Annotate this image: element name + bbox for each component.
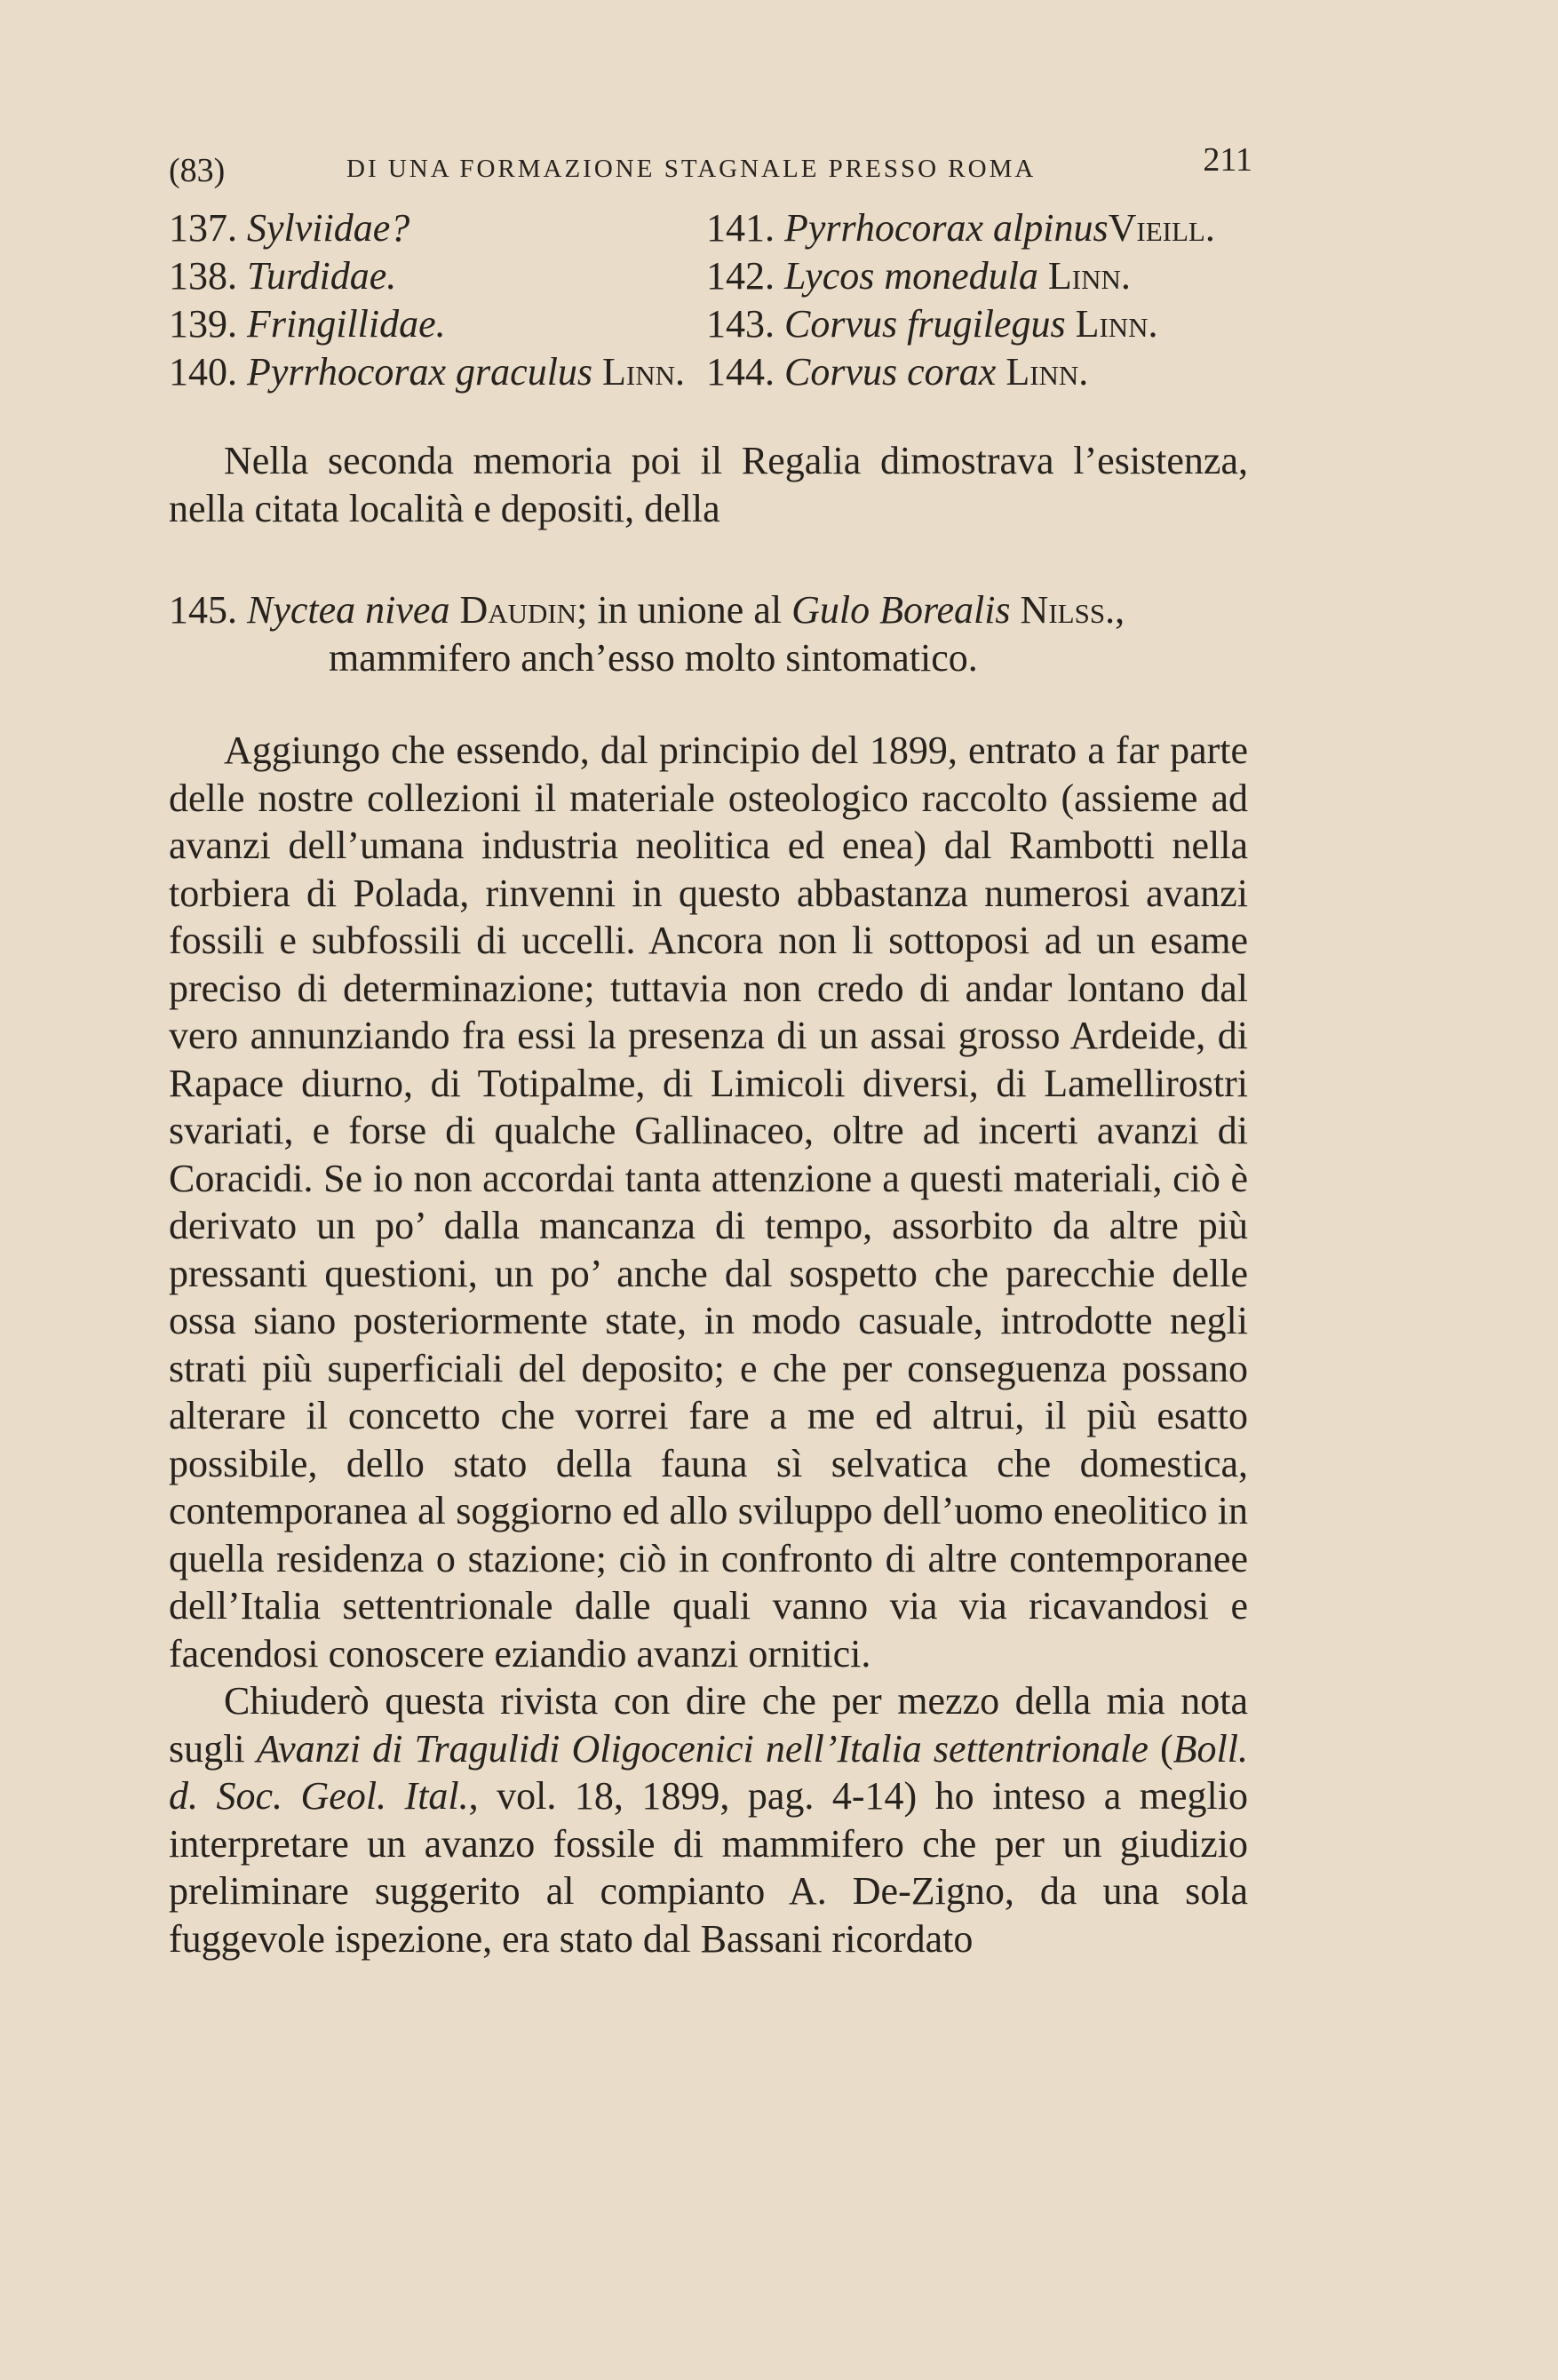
species-list-right-column (706, 204, 1215, 396)
species-name: Gulo Borealis (791, 588, 1011, 632)
list-item: 142. Lycos monedula Linn. (706, 254, 1131, 298)
author-name: Nilss. (1020, 588, 1116, 632)
paragraph-tragulidi: Chiuderò questa rivista con dire che per mezzo della mia nota sugli Avanzi di Tragulidi Oligocenici nell’Italia settentrionale (Boll. d. Soc. Geol. Ital., vol. 18, 1899, pag. 4-14) ho inteso a meglio interpretare un avanzo fossile di mammifero che per un giudizio preliminare suggerito al compianto A. De-Zigno, da una sola fuggevole ispezione, era stato dal Bassani ricordato (169, 1679, 1248, 1961)
page-number: 211 (1203, 141, 1252, 179)
list-item: 143. Corvus frugilegus Linn. (706, 302, 1158, 346)
running-header (169, 140, 1252, 194)
header-title: DI UNA FORMAZIONE STAGNALE PRESSO ROMA (346, 155, 1037, 183)
list-item: 138. Turdidae. (169, 254, 397, 298)
list-item: 139. Fringillidae. (169, 302, 446, 346)
list-item: 144. Corvus corax Linn. (706, 350, 1089, 394)
species-list-left-column (169, 204, 685, 396)
list-item: 137. Sylviidae? (169, 206, 410, 250)
header-section-number: (83) (169, 152, 226, 189)
list-item: 141. Pyrrhocorax alpinusVieill. (706, 206, 1215, 250)
cited-journal: Boll. d. Soc. Geol. Ital. (169, 1726, 1248, 1818)
species-name: Nyctea nivea (247, 588, 450, 632)
entry-145: 145. Nyctea nivea Daudin; in unione al Gulo Borealis Nilss., mammifero anch’esso molto sintomatico. (169, 588, 1125, 680)
species-list (169, 204, 1270, 409)
paragraph-regalia: Nella seconda memoria poi il Regalia dimostrava l’esistenza, nella citata località e depositi, della (169, 439, 1248, 530)
author-name: Daudin (459, 588, 577, 632)
paragraph-polada: Aggiungo che essendo, dal principio del 1899, entrato a far parte delle nostre collezioni il materiale osteologico raccolto (assieme ad avanzi dell’umana industria neolitica ed enea) dal Rambotti nella torbiera di Polada, rinvenni in questo abbastanza numerosi avanzi fossili e subfossili di uccelli. Ancora non li sottoposi ad un esame preciso di determinazione; tuttavia non credo di andar lontano dal vero annunziando fra essi la presenza di un assai grosso Ardeide, di Rapace diurno, di Totipalme, di Limicoli diversi, di Lamellirostri svariati, e forse di qualche Gallinaceo, oltre ad incerti avanzi di Coracidi. Se io non accordai tanta attenzione a questi materiali, ciò è derivato un po’ dalla mancanza di tempo, assorbito da altre più pressanti questioni, un po’ anche dal sospetto che parecchie delle ossa siano posteriormente state, in modo casuale, introdotte negli strati più superficiali del deposito; e che per conseguenza possano alterare il concetto che vorrei fare a me ed altrui, il più esatto possibile, dello stato della fauna sì selvatica che domestica, contemporanea al soggiorno ed allo sviluppo dell’uomo eneolitico in quella residenza o stazione; ciò in confronto di altre contemporanee dell’Italia settentrionale dalle quali vanno via via ricavandosi e facendosi conoscere eziandio avanzi ornitici. (169, 728, 1248, 1676)
body-text (169, 727, 1248, 1962)
list-item: 140. Pyrrhocorax graculus Linn. (169, 350, 686, 394)
cited-title: Avanzi di Tragulidi Oligocenici nell’Italia settentrionale (256, 1726, 1149, 1771)
